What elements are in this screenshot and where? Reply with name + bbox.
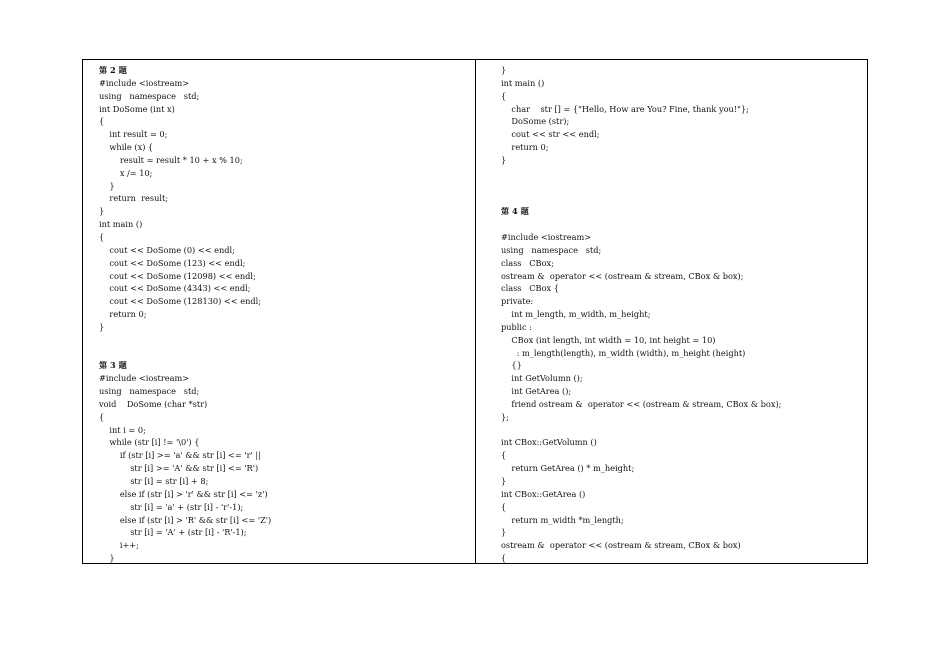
code-line: } — [501, 527, 507, 538]
code-line: int main () — [501, 77, 545, 88]
code-line: } — [99, 180, 115, 191]
code-line — [501, 424, 861, 437]
code-line: #include <iostream> — [99, 77, 190, 88]
code-line: return result; — [99, 193, 169, 204]
code-line: } — [501, 65, 507, 75]
code-line: cout << str << endl; — [501, 129, 600, 140]
code-line: int DoSome (int x) — [99, 103, 175, 114]
code-line: while (str [i] != '\0') { — [99, 437, 200, 448]
code-line: str [i] >= 'A' && str [i] <= 'R') — [99, 463, 259, 474]
code-line: cout << DoSome (123) << endl; — [99, 257, 246, 268]
column-divider — [475, 60, 476, 563]
code-line: { — [99, 411, 105, 422]
code-line: ostream & operator << (ostream & stream, CBox & box) — [501, 540, 741, 551]
code-line: x /= 10; — [99, 167, 153, 178]
code-line: CBox (int length, int width = 10, int height = 10) — [501, 334, 716, 345]
code-line: void DoSome (char *str) — [99, 398, 208, 409]
code-line: #include <iostream> — [99, 373, 190, 384]
code-line: return 0; — [99, 309, 147, 320]
question-heading: 第 3 题 — [99, 360, 127, 371]
right-code-column — [501, 64, 861, 565]
code-line: else if (str [i] > 'R' && str [i] <= 'Z') — [99, 514, 272, 525]
code-line: { — [501, 90, 507, 101]
code-line: } — [501, 154, 507, 165]
code-line: cout << DoSome (0) << endl; — [99, 244, 235, 255]
code-line: using namespace std; — [99, 90, 200, 101]
question-heading: 第 2 题 — [99, 65, 127, 75]
code-line: result = result * 10 + x % 10; — [99, 154, 243, 165]
code-line: int CBox::GetVolumn () — [501, 437, 597, 448]
code-line: public : — [501, 321, 532, 332]
code-line: class CBox { — [501, 283, 559, 294]
code-line: int GetVolumn (); — [501, 373, 583, 384]
code-line: { — [501, 450, 507, 461]
code-line: private: — [501, 296, 534, 307]
code-line: if (str [i] >= 'a' && str [i] <= 'r' || — [99, 450, 261, 461]
code-line: else if (str [i] > 'r' && str [i] <= 'z') — [99, 488, 268, 499]
code-line: { — [99, 116, 105, 127]
code-line: int i = 0; — [99, 424, 146, 435]
code-line: int CBox::GetArea () — [501, 488, 586, 499]
code-line — [501, 167, 861, 180]
code-line: cout << DoSome (4343) << endl; — [99, 283, 251, 294]
code-line: #include <iostream> — [501, 231, 592, 242]
code-line: return 0; — [501, 142, 549, 153]
left-code-column — [99, 64, 469, 565]
code-line — [99, 334, 469, 347]
code-line: DoSome (str); — [501, 116, 570, 127]
code-line: class CBox; — [501, 257, 554, 268]
code-line: cout << DoSome (12098) << endl; — [99, 270, 256, 281]
code-line: : m_length(length), m_width (width), m_height (height) — [501, 347, 746, 358]
code-line: }; — [501, 411, 509, 422]
code-line — [99, 347, 469, 360]
code-line: str [i] = 'A' + (str [i] - 'R'-1); — [99, 527, 247, 538]
code-line: return GetArea () * m_height; — [501, 463, 635, 474]
code-line: friend ostream & operator << (ostream & stream, CBox & box); — [501, 398, 782, 409]
code-line — [501, 180, 861, 193]
code-line: using namespace std; — [99, 386, 200, 397]
code-line: char str [] = {"Hello, How are You? Fine, thank you!"}; — [501, 103, 749, 114]
code-line: int result = 0; — [99, 129, 168, 140]
code-line: int GetArea (); — [501, 386, 572, 397]
code-line: str [i] = 'a' + (str [i] - 'r'-1); — [99, 501, 244, 512]
code-line: {} — [501, 360, 522, 371]
code-line: { — [501, 501, 507, 512]
code-line: str [i] = str [i] + 8; — [99, 476, 209, 486]
question-heading: 第 4 题 — [501, 206, 529, 217]
code-line: { — [501, 553, 507, 564]
code-line — [501, 192, 861, 205]
code-line: { — [99, 231, 105, 242]
code-line: cout << DoSome (128130) << endl; — [99, 296, 261, 307]
code-line — [501, 218, 861, 231]
code-line: } — [99, 553, 115, 564]
code-line: int main () — [99, 219, 143, 230]
code-line: } — [99, 206, 105, 217]
code-line: } — [99, 321, 105, 332]
document-page — [82, 59, 868, 564]
code-line: return m_width *m_length; — [501, 514, 624, 525]
code-line: } — [501, 476, 507, 486]
code-line: int m_length, m_width, m_height; — [501, 309, 651, 320]
code-line: while (x) { — [99, 142, 154, 153]
code-line: i++; — [99, 540, 139, 551]
code-line: using namespace std; — [501, 244, 602, 255]
code-line: ostream & operator << (ostream & stream, CBox & box); — [501, 270, 744, 281]
